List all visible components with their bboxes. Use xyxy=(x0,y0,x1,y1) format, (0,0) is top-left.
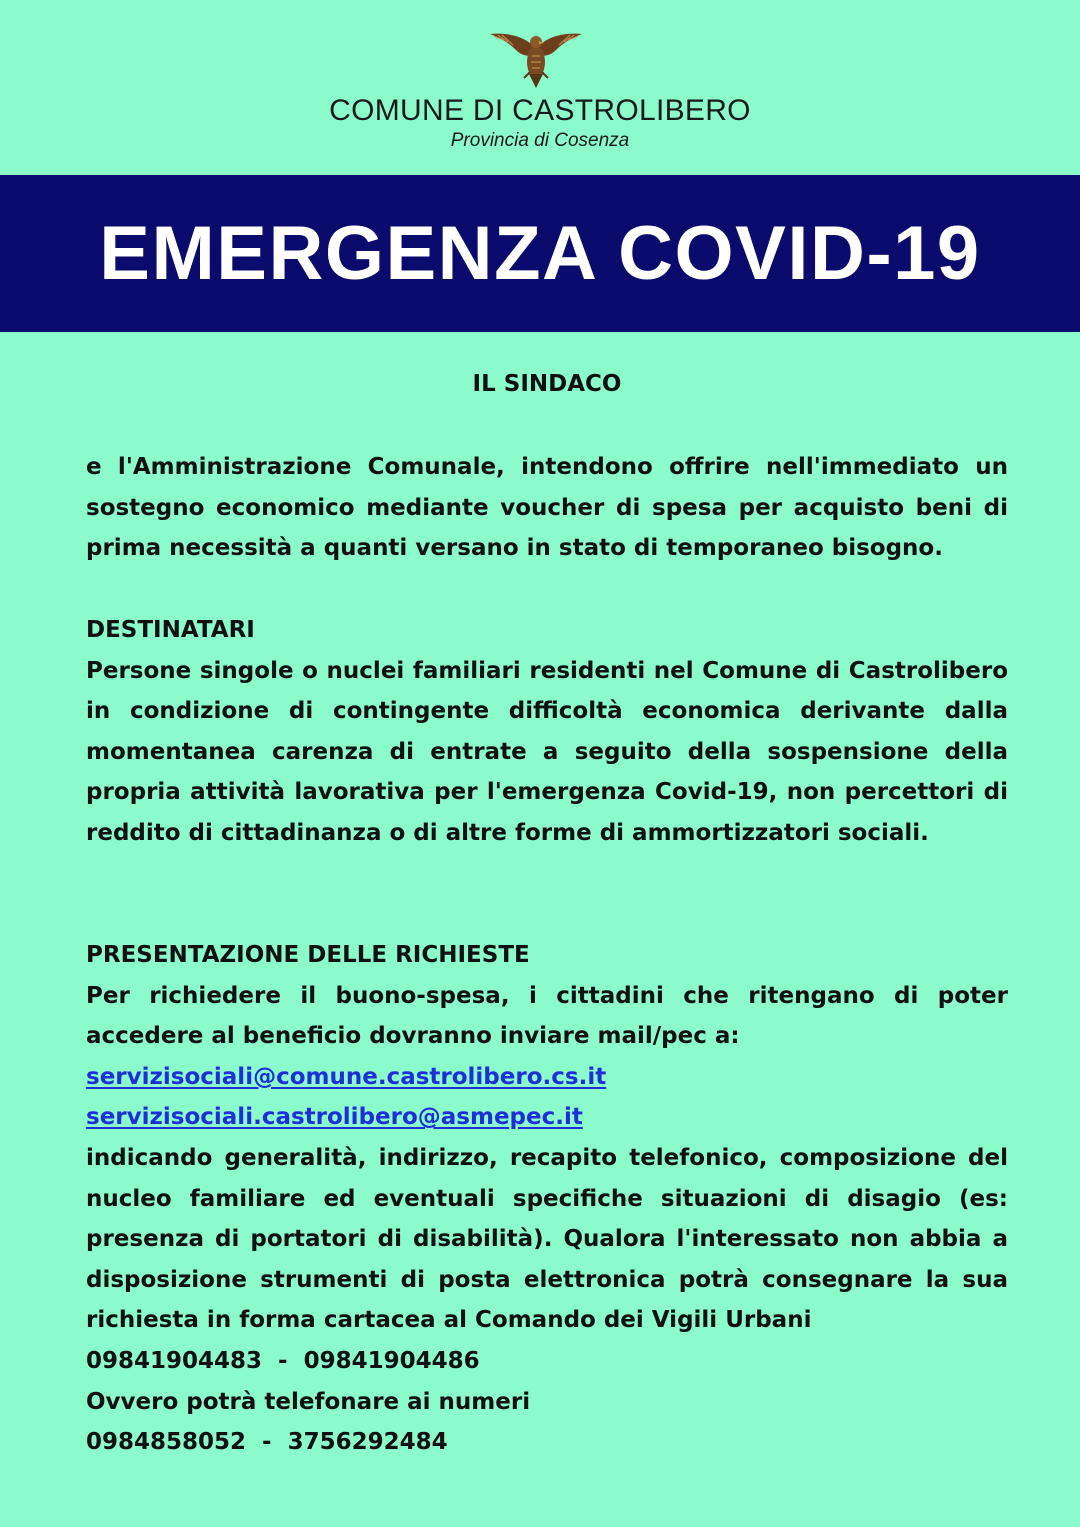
banner-title: EMERGENZA COVID-19 xyxy=(99,211,981,296)
email-link-comune[interactable]: servizisociali@comune.castrolibero.cs.it xyxy=(86,1063,607,1090)
vigili-phone-numbers: 09841904483 - 09841904486 xyxy=(86,1347,480,1374)
destinatari-section xyxy=(86,610,1008,854)
title-banner xyxy=(0,175,1080,332)
sindaco-heading: IL SINDACO xyxy=(472,371,622,397)
presentazione-section xyxy=(86,935,1008,1463)
phone-intro-text: Ovvero potrà telefonare ai numeri xyxy=(86,1388,531,1415)
other-phone-numbers: 0984858052 - 3756292484 xyxy=(86,1429,448,1456)
presentazione-details-paragraph: indicando generalità, indirizzo, recapito telefonico, composizione del nucleo familiare ed eventuali specifiche situazioni di disagio (es: presenza di portatori di disabilità). Qualora l'interessato non abbia a disposizione strumenti di posta elettronica potrà consegnare la sua richiesta in forma cartacea al Comando dei Vigili Urbani xyxy=(86,1144,1008,1334)
eagle-emblem-icon xyxy=(486,26,586,90)
destinatari-heading: DESTINATARI xyxy=(86,617,255,643)
destinatari-paragraph: Persone singole o nuclei familiari residenti nel Comune di Castrolibero in condizione di contingente difficoltà economica derivante dalla momentanea carenza di entrate a seguito della sospensione della propria attività lavorativa per l'emergenza Covid-19, non percettori di reddito di cittadinanza o di altre forme di ammortizzatori sociali. xyxy=(86,657,1008,846)
intro-paragraph: e l'Amministrazione Comunale, intendono offrire nell'immediato un sostegno economico mediante voucher di spesa per acquisto beni di prima necessità a quanti versano in stato di temporaneo bisogno. xyxy=(86,454,1008,562)
intro-section xyxy=(86,447,1008,569)
presentazione-heading: PRESENTAZIONE DELLE RICHIESTE xyxy=(86,942,530,968)
email-link-pec[interactable]: servizisociali.castrolibero@asmepec.it xyxy=(86,1104,583,1131)
province-name: Provincia di Cosenza xyxy=(450,130,630,151)
presentazione-intro-paragraph: Per richiedere il buono-spesa, i cittadini che ritengano di poter accedere al beneficio dovranno inviare mail/pec a: xyxy=(86,982,1008,1050)
municipality-name: COMUNE DI CASTROLIBERO xyxy=(329,94,751,127)
